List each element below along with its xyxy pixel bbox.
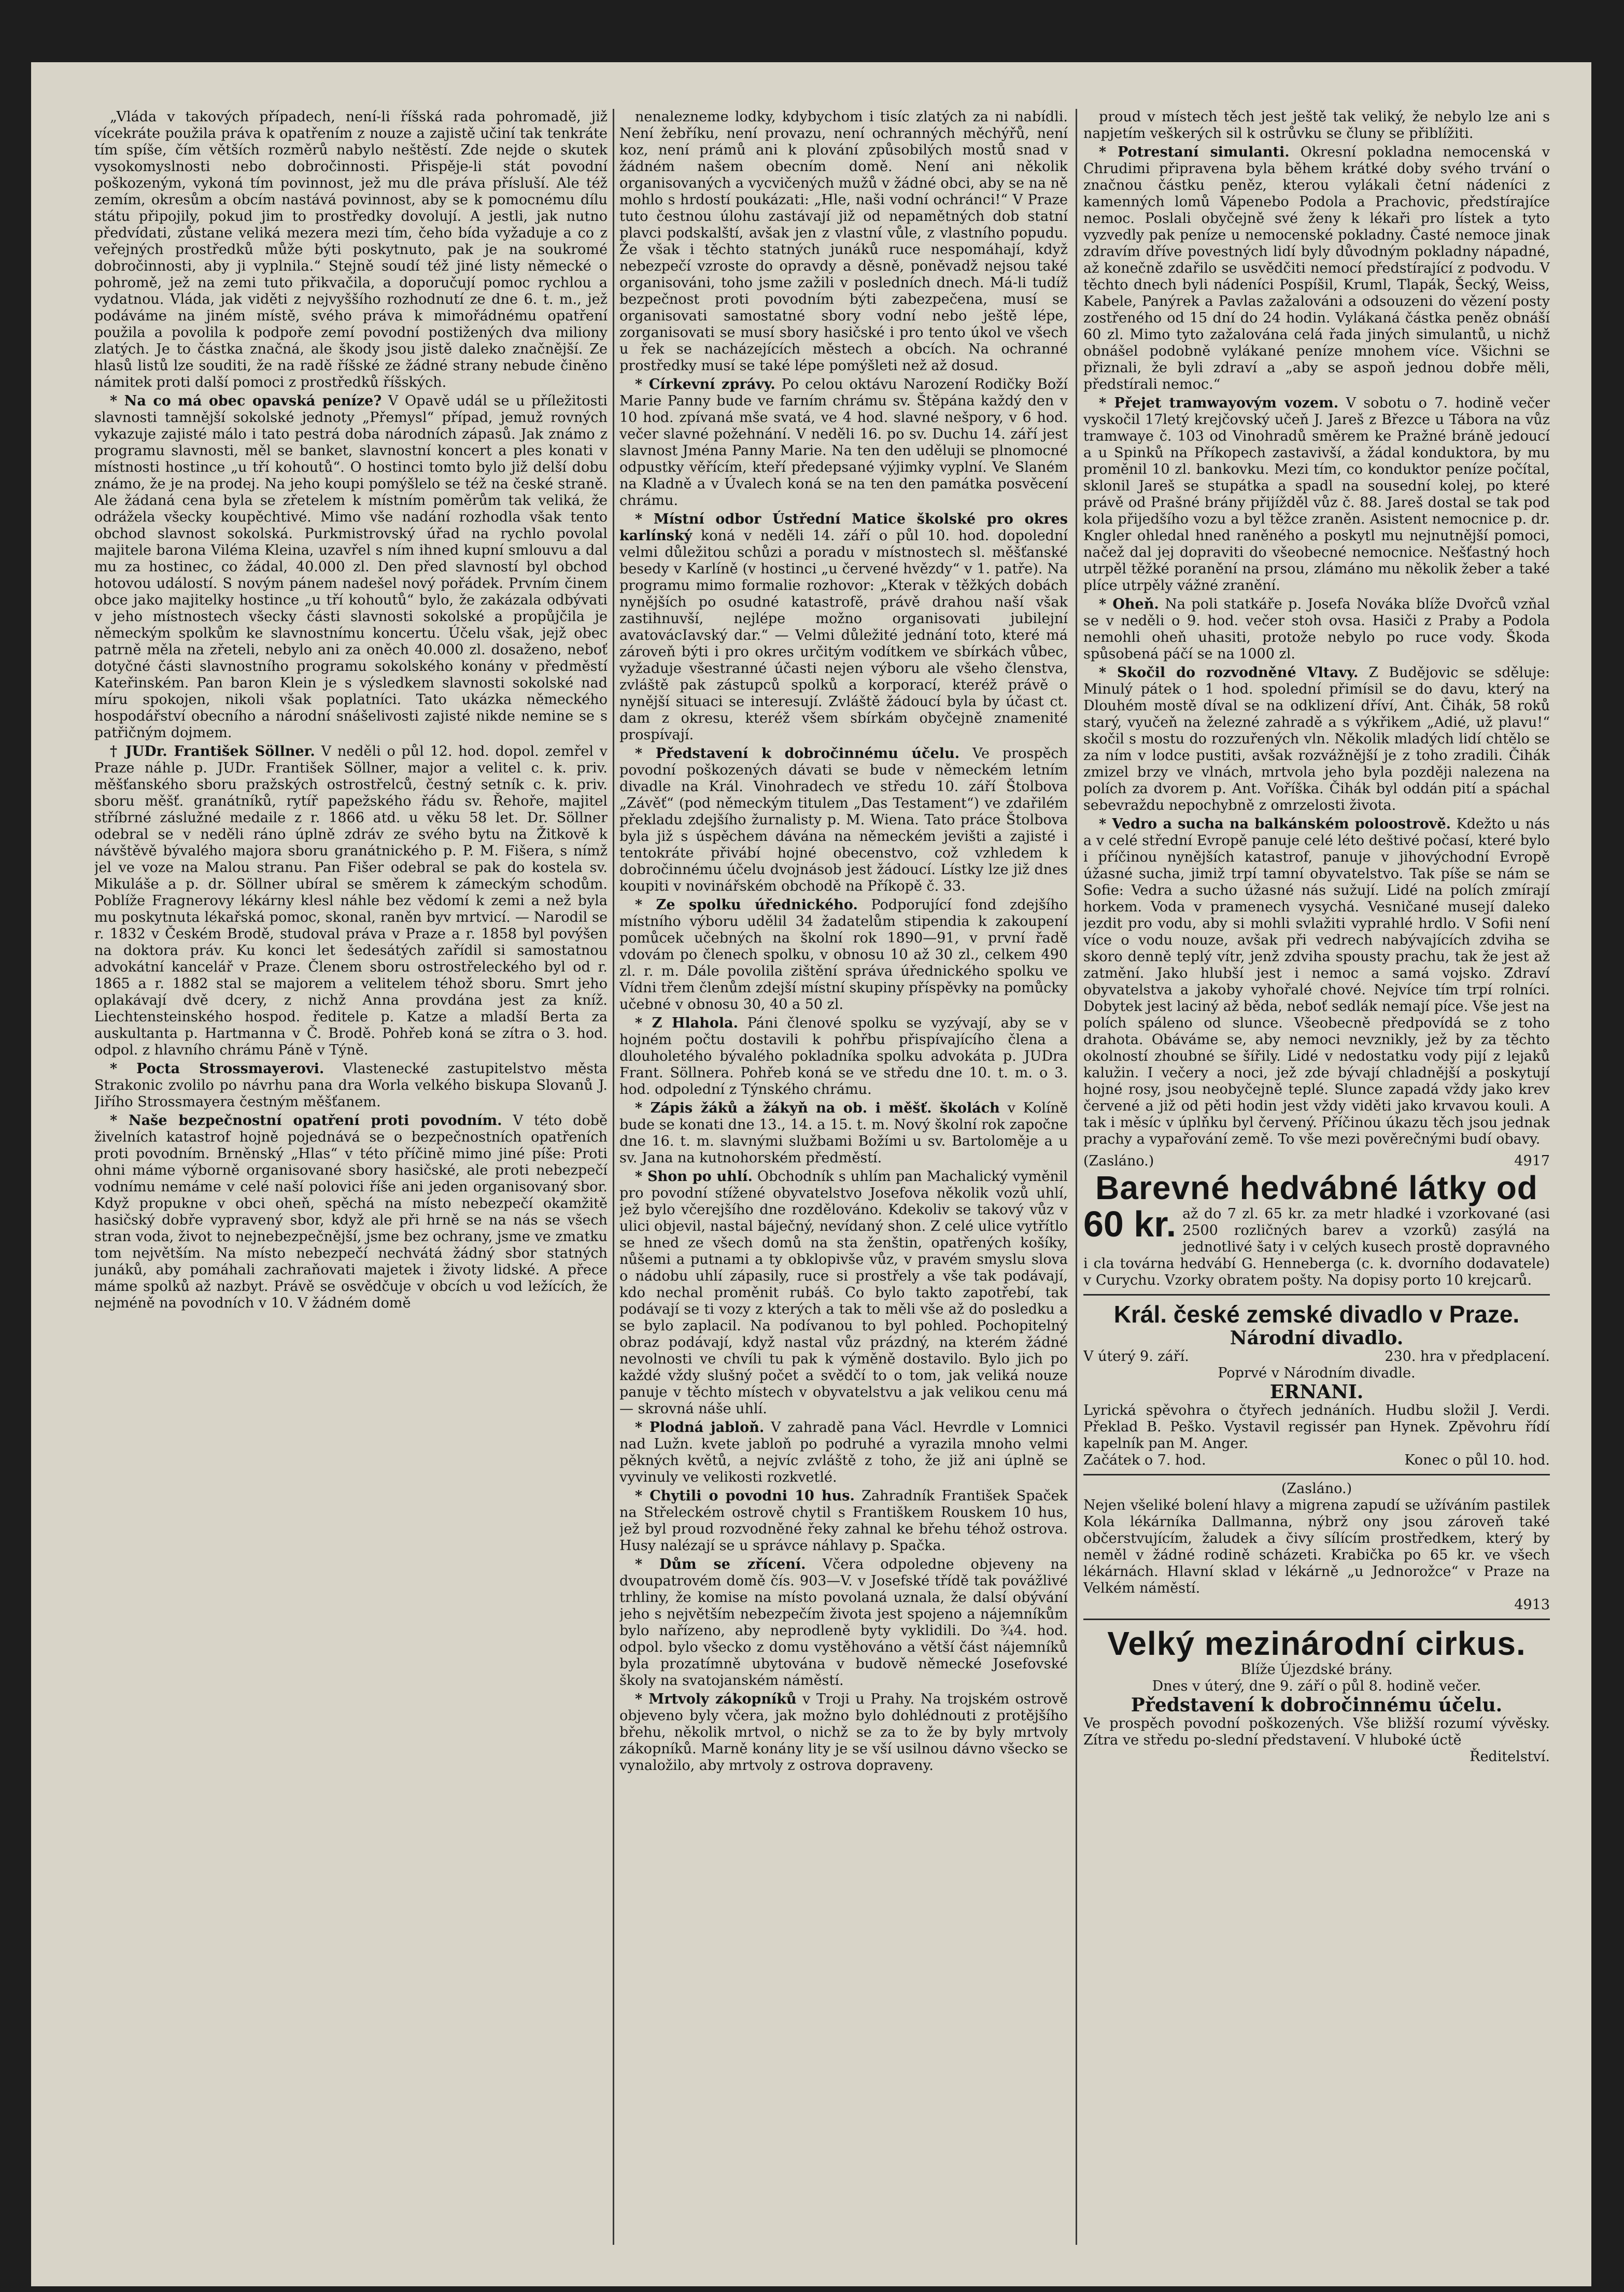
ad-theatre-premiere: Poprvé v Národním divadle. <box>1218 1365 1416 1381</box>
article-text: V Opavě udál se u příležitosti slavnosti tamnější sokolské jednoty „Přemysl“ případ, jemuž rovných vykazuje zajisté málo i tato pestrá doba národních zápasů. Jak známo z programu slavnosti, měl se banket, slavnostní koncert a ples konati v místnosti hostince „u tří kohoutů“. O hostinci tomto bylo již delší dobu známo, že je na prodej. Na jeho koupi pomýšlelo se též na české straně. Ale žádaná cena byla se zřetelem k místním poměrům tak veliká, že odrážela všecky koupěchtivé. Mimo vše nadání rozhodla však tento obchod slavnost sokolská. Purkmistrovský úřad na rychlo povolal majitele barona Viléma Kleina, uzavřel s ním ihned kupní smlouvu a dal mu za hostinec, co žádal, 40.000 zl. Den před slavností byl obchod hotovou událostí. S novým pánem nadešel nový pořádek. Prvním činem obce jako majitelky hostince „u tří kohoutů“ bylo, že zakázala odbývati v jeho místnostech všecky části slavnosti sokolské a propůjčila je německým spolkům ke slavnostnímu koncertu. Účelu však, jejž obec patrně měla na zřeteli, nebylo ani za oněch 40.000 zl. dosaženo, neboť dotyčné části slavnostního programu sokolského konány v předměstí Kateřinském. Pan baron Klein je s výsledkem slavnosti sokolské nad míru spokojen, nikoli však poplatníci. Tato ukázka německého hospodářství obecního a národní snášelivosti zajisté nikde nemine se s patřičným dojmem. <box>94 393 608 741</box>
article-text: Ve prospěch povodní poškozených dávati se bude v německém letním divadle na Král. Vinohradech ve středu 10. září Štolbova „Závěť“ (pod německým titulem „Das Testament“) ve zdařilém překladu zdejšího žurnalisty p. M. Wiena. Tato práce Štolbova byla již s úspěchem dávána na německém jevišti a zajisté i tentokráte přivábí hojné obecenstvo, což vzhledem k dobročinnému účelu dvojnásob jest žádoucí. Lístky lze již dnes koupiti v novinářském obchodě na Příkopě č. 33. <box>619 746 1068 894</box>
article-headline: * Shon po uhlí. <box>635 1169 753 1185</box>
article-text: V neděli o půl 12. hod. dopol. zemřel v Praze náhle p. JUDr. František Söllner, major a velitel c. k. priv. měšťanského sboru pražských ostrostřelců, čestný setník c. k. priv. sboru měšť. granátníků, rytíř papežského řádu sv. Řehoře, majitel stříbrné záslužné medaile z r. 1866 atd. u věku 58 let. Dr. Söllner odebral se v neděli ráno úplně zdráv ze svého bytu na Žitkově k návštěvě bývalého majora sboru granátnického p. P. M. Fišera, s nímž jel ve voze na Malou stranu. Pan Fišer odebral se pak do kostela sv. Mikuláše a p. dr. Söllner ubíral se směrem k zámeckým schodům. Poblíže Fragnerovy lékárny klesl náhle bez vědomí k zemi a než byla mu poskytnuta lékařská pomoc, skonal, raněn byv mrtvicí. — Narodil se r. 1832 v Českém Brodě, studoval práva v Praze a r. 1858 byl povýšen na doktora práv. Ku konci let šedesátých zařídil si samostatnou advokátní kancelář v Praze. Členem sboru ostrostřeleckého byl od r. 1865 a r. 1882 stal se majorem a velitelem téhož sboru. Smrt jeho oplakávají dvě dcery, z nichž Anna provdána jest za kníž. Liechtensteinského hospod. ředitele p. Katze a mladší Berta za auskultanta p. Hartmanna v Č. Brodě. Pohřeb koná se zítra o 3. hod. odpol. z hlavního chrámu Páně v Týně. <box>94 743 608 1058</box>
ad-theatre-date-row <box>1083 1348 1550 1365</box>
article-paragraph <box>94 1061 608 1110</box>
article-headline: * Mrtvoly zákopníků <box>635 1691 797 1707</box>
article-text: „Vláda v takových případech, není-li říšská rada pohromadě, již vícekráte použila práva k opatřením z nouze a zajistě učiní tak tenkráte tím spíše, čím větších rozměrů nabylo neštěstí. Zde nejde o skutek vysokomyslnosti nebo dobročinnosti. Přispěje-li stát povodní poškozeným, vykoná tím povinnost, jež mu dle práva přísluší. Ale též zemím, okresům a obcím nastává povinnost, aby se k pomocnému dílu státu připojily, pokud jim to prostředky dovolují. A jestli, jak nutno předvídati, zůstane veliká mezera mezi tím, čeho bída vyžaduje a co z veřejných prostředků může býti poskytnuto, pak je na soukromé dobročinnosti, aby ji vyplnila.“ Stejně soudí též jiné listy německé o pohromě, jež na zemi tuto přikvačila, a doporučují pomoc rychlou a vydatnou. Vláda, jak viděti z nejvyššího rozhodnutí ze dne 6. t. m., jež podáváme na jiném místě, svého práva k mimořádnému opatření použila a povolila k podpoře zemí povodní postižených dva miliony zlatých. Je to částka značná, ale škody jsou jistě daleko značnější. Ze hlasů listů lze souditi, že na radě říšské ze žádné strany nebude činěno námitek proti další pomoci z prostředků říšských. <box>94 109 608 390</box>
ad-theatre-subhead: Národní divadlo. <box>1230 1327 1404 1349</box>
article-headline: * Z Hlahola. <box>635 1015 739 1031</box>
ad-theatre <box>1083 1301 1550 1469</box>
article-headline: * Chytili o povodni 10 hus. <box>635 1488 855 1504</box>
ad-silk-body: až do 7 zl. 65 kr. za metr hladké i vzorkované (asi 2500 rozličných barev a vzorků) zasýlá na jednotlivé šaty i v celých kusech prostě dopravného i cla továrna hedvábí G. Henneberga (c. k. dvorního dodavatele) v Curychu. Vzorky obratem pošty. Na dopisy porto 10 krejcarů. <box>1083 1206 1550 1288</box>
article-headline: † JUDr. František Söllner. <box>110 743 315 760</box>
ad-silk-notice-row <box>1083 1153 1550 1170</box>
article-text: proud v místech těch jest ještě tak veliký, že nebylo lze ani s napjetím veškerých sil k ostrůvku se čluny se přiblížiti. <box>1083 109 1550 142</box>
article-text: koná v neděli 14. září o půl 10. hod. dopolední velmi důležitou schůzi a poradu v místnostech sl. měšťanské besedy v Karlíně (v hostinci „u červené hvězdy“ v 1. patře). Na programu mimo formalie rozhovor: „Kterak v těžkých dobách nynějších po osudné katastrofě, právě drahou naší však zastihnuvší, nejlépe možno organisovati jubilejní avatovácIavský dar.“ — Velmi důležité jednání toto, které má zároveň býti i pro okres určitým vodítkem ve sbírkách vůbec, vyžaduje všestranné účasti nejen výboru ale všeho členstva, zvláště pak zástupců spolků a korporací, kteréž právě o nynější situaci se interesují. Zvláště žádoucí byla by účast ct. dam z okresu, kteréž všem sbírkám obyčejně znamenité prospívají. <box>619 528 1068 743</box>
article-headline: * Přejet tramwayovým vozem. <box>1099 395 1339 411</box>
article-text: v Kolíně bude se konati dne 13., 14. a 15. t. m. Nový školní rok započne dne 16. t. m. slavnými službami Božími u sv. Bartoloměje a u sv. Jana na kutnohorském předměstí. <box>619 1100 1068 1166</box>
article-paragraph <box>94 1113 608 1312</box>
ad-theatre-times-row <box>1083 1452 1550 1469</box>
ad-theatre-description: Lyrická spěvohra o čtyřech jednáních. Hudbu složil J. Verdi. Překlad B. Peško. Vystavil regissér pan Hynek. Zpěvohru řídí kapelník pan M. Anger. <box>1083 1402 1550 1452</box>
column-divider <box>613 109 614 2245</box>
article-paragraph <box>619 1488 1068 1554</box>
article-paragraph <box>94 393 608 741</box>
article-paragraph <box>619 511 1068 743</box>
ad-circus-performance: Představení k dobročinnému účelu. <box>1131 1694 1503 1716</box>
ad-notice: (Zasláno.) <box>1083 1153 1154 1169</box>
column-right <box>1083 109 1550 2250</box>
article-text: Okresní pokladna nemocenská v Chrudimi připravena byla během krátké doby svého trvání o značnou částku peněz, kterou vylákali četní nádeníci z kamenných lomů Vápenebo Podola a Prachovic, předstírajíce nemoc. Poslali obyčejně své ženy k lékaři pro lístek a tyto vyzvedly pak peníze u nemocenské pokladny. Časté nemoce jinak zdravím dříve povestných lidí byly důvodným pokladny nápadné, až konečně zdařilo se usvědčiti nemocí předstírající z podvodu. V těchto dnech byli nádeníci Pospíšil, Kruml, Tlapák, Šecký, Weiss, Kabele, Panýrek a Pavlas zažalováni a odsouzeni do vězení posty zostřeného od 15 dní do 24 hodin. Vylákaná částka peněz obnáší 60 zl. Mimo tyto zažalována celá řada jiných simulantů, u nichž obnášel podobně vylákané peníze mnohem více. Všichni se přiznali, že byli zdraví a „aby se aspoň jednou dobře měli, předstírali nemoc.“ <box>1083 144 1550 392</box>
article-paragraph <box>619 109 1068 374</box>
ad-pastilles <box>1083 1481 1550 1613</box>
ad-circus <box>1083 1625 1550 1765</box>
ad-circus-headline: Velký mezinárodní cirkus. <box>1107 1625 1526 1662</box>
article-text: Kdežto u nás a v celé střední Evropě panuje celé léto deštivé počasí, které bylo i příčinou nynějších katastrof, panuje v jihovýchodní Evropě úžasné sucha, jimiž trpí tamní obyvatelstvo. Tak píše se nám se Sofie: Vedra a sucho úžasné nás sužují. Lidé na polích zmírají horkem. Voda v pramenech vysychá. Vesničané musejí daleko jezdit pro vodu, aby si mohli svlažiti vyprahlé hrdlo. V Sofii není více o vodu nouze, avšak při vedrech nabývajících zdviha se skoro denně teplý vítr, jenž zdviha spousty prachu, tak že jest až zatmění. Jako hlubší jest i nemoc a samá vojsko. Zdraví obyvatelstva a jakoby vyhořalé chové. Nejvíce tím trpí rolníci. Dobytek jest laciný až běda, neboť sedlák nemají píce. Vše jest na polích spáleno od slunce. Všeobecně předpovídá se z toho drahota. Obáváme se, aby nemoci nevznikly, jež by za těchto okolností zhoubné se šířily. Lidé v nedostatku vody pijí z lejaků kalužin. I večery a noci, jež zde bývají chladnější a poskytují hojné rosy, jsou neobyčejně teplé. Slunce zapadá vždy jako krev červené a již od pěti hodin jest vždy viděti jako krvavou kouli. A tak i měsíc v úplňku byl červený. Příčinou úkazu těch jsou jednak prachy a vypařování země. To vše mezi pověrečnými budí obavy. <box>1083 816 1550 1147</box>
ad-pastilles-body: Nejen všeliké bolení hlavy a migrena zapudí se užíváním pastilek Kola lékárníka Dallmanna, nýbrž ony jsou zároveň také občerstvujícím, žaludek a čivy sílícím prostředkem, který by neměl v žádné rodině scházeti. Krabička po 65 kr. ve všech lékárnách. Hlavní sklad v lékárně „u Jednorožce“ v Praze na Velkém náměstí. <box>1083 1497 1550 1596</box>
article-paragraph <box>1083 144 1550 393</box>
ad-number: 4913 <box>1514 1597 1550 1613</box>
article-paragraph <box>1083 665 1550 814</box>
ad-theatre-date: V úterý 9. září. <box>1083 1348 1189 1365</box>
ad-theatre-performance: 230. hra v předplacení. <box>1385 1348 1550 1365</box>
ad-theatre-headline: Král. české zemské divadlo v Praze. <box>1113 1301 1520 1328</box>
article-text: Obchodník s uhlím pan Machalický vyměnil pro povodní stížené obyvatelstvo Josefova několik vozů uhlí, jež bylo včerejšího dne rozdělováno. Kdekoliv se takový vůz v ulici objevil, nastal báječný, nevídaný shon. Z celé ulice vytřítlo se hned ze všech domů na sta ženštin, opatřených košíky, nůšemi a putnami a ty obklopivše vůz, v pravém smyslu slova o nádobu uhlí zápasily, ruce si prostřely a vše tak podávají, kdo nechal proměnit rubáš. Co bylo takto zapotřebí, tak podávají se ti vozy z kterých a tak to měli vše až do posledku a se bylo zaplacil. Na podívanou to byl pohled. Pochopitelný obraz podávají, když nastal vůz prázdný, na kterém žádné nevolnosti ve chvíli tu pak k výměně dostavilo. Bylo jich po každé vždy slušný počet a svědčí to o tom, jak veliká nouze panuje v těchto místech v obyvatelstvu a jak velikou cenu má — skrovná náše uhlí. <box>619 1169 1068 1417</box>
article-paragraph <box>1083 395 1550 594</box>
ad-silk-price: 60 kr. <box>1083 1204 1177 1244</box>
article-text: V sobotu o 7. hodině večer vyskočil 17letý krejčovský učeň J. Jareš z Březce u Tábora na vůz tramwaye č. 103 od Vinohradů směrem ke Pražné bráně jedoucí a u Spinků na Příkopech zastavivší, a žádal konduktora, by mu proměnil 10 zl. bankovku. Mezi tím, co konduktor peníze počítal, sklonil Jareš se stupátka a spadl na sousední kolej, po které právě od Prašné brány přijížděl vůz č. 88. Jareš dostal se tak pod kola přijedšího vozu a byl těžce zraněn. Asistent nemocnice p. dr. Kngler ohledal hned raněného a poskytl mu nejnutnější pomoci, načež dal jej dopraviti do všeobecné nemocnice. Nešťastný hoch utrpěl těžké poranění na prsou, zlámáno mu několik žeber a také plíce utrpěly vážné zranění. <box>1083 395 1550 594</box>
article-paragraph <box>619 1419 1068 1486</box>
article-text: Včera odpoledne objeveny na dvoupatrovém domě čís. 903—V. v Josefské třídě tak povážlivé trhliny, že komise na místo povolaná uznala, že dalsí obývání jeho s největším nebezpečím života jest spojeno a nájemníkům bylo nařízeno, aby neprodleně byty vyklidili. Do ¾4. hod. odpol. bylo všecko z domu vystěhováno a větší část nájemníků byla prozatímně ubytována v budově německé Josefovské školy na svatojanském náměstí. <box>619 1556 1068 1689</box>
article-headline: * Vedro a sucha na balkánském poloostrově. <box>1099 816 1451 832</box>
article-paragraph <box>1083 596 1550 663</box>
ad-circus-location: Blíže Újezdské brány. <box>1240 1662 1393 1678</box>
article-paragraph <box>619 746 1068 895</box>
ad-theatre-title: ERNANI. <box>1269 1381 1364 1403</box>
article-headline: * Skočil do rozvodněné Vltavy. <box>1099 665 1359 681</box>
article-text: Páni členové spolku se vyzývají, aby se v hojném počtu dostavili k pohřbu přispívajícího člena a dlouholetého bývalého pokladníka spolku advokáta p. JUDra Frant. Söllnera. Pohřeb koná se ve středu dne 10. t. m. o 3. hod. odpolední z Týnského chrámu. <box>619 1015 1068 1098</box>
ad-circus-schedule: Dnes v úterý, dne 9. září o půl 8. hodině večer. <box>1152 1678 1481 1694</box>
article-headline: * Naše bezpečnostní opatření proti povodním. <box>110 1113 502 1129</box>
article-headline: * Pocta Strossmayerovi. <box>110 1061 324 1077</box>
ad-number: 4917 <box>1514 1153 1550 1169</box>
article-text: V této době živelních katastrof hojně pojednává se o bezpečnostních opatřeních proti povodním. Brněnský „Hlas“ v této příčině mimo jiné píše: Proti ohni máme výborně organisované sbory hasičské, ale proti nebezpečí vodnímu nemáme v celé naší polovici říše ani jeden organisovaný sbor. Když propukne v obci oheň, spěchá na místo nebezpečí okamžitě hasičský dobře vypravený sbor, když ale při hrně se na nás se všech stran voda, život to nejnebezpečnější, jsme bez ochrany, jsme ve zmatku tom největším. Na místo nebezpečí nechvátá žádný sbor statných junáků, aby pomáhali zachraňovati majetek i životy lidské. A přece máme spolků až nazbyt. Právě se osvědčuje v obcích u vod ležících, že nejméně na povodních v 10. V žádném domě <box>94 1113 608 1311</box>
ad-silk-headline: Barevné hedvábné látky od <box>1095 1169 1538 1206</box>
column-divider <box>1076 109 1077 2245</box>
article-text: V zahradě pana Václ. Hevrdle v Lomnici nad Lužn. kvete jabloň po podruhé a vyrazila mnoho velmi pěkných květů, a nejvíc zvláště z toho, že již ani úplně se vyvinuly ve velikosti rozkvetlé. <box>619 1419 1068 1485</box>
article-text: v Troji u Prahy. Na trojském ostrově objeveno byly včera, jak možno bylo dohlédnouti z protějšího břehu, několik mrtvol, o nichž se za to že by byly mrtvoly zákopníků. Marně konány lity je se vší usilnou dávno všecko se vynaložilo, aby mrtvoly z ostrova dopraveny. <box>619 1691 1068 1774</box>
article-headline: * Plodná jabloň. <box>635 1419 765 1436</box>
article-text: Z Budějovic se sděluje: Minulý pátek o 1 hod. spolední přimísil se do davu, který na Dlouhém mostě díval se na odklizení dříví, Ant. Čihák, 58 roků starý, vyučeň na železné zahradě a s výkřikem „Adié, už plavu!“ skočil s mostu do rozzuřených vln. Několik mladých lidí chtělo se za ním v lodce pustiti, avšak rozvážnější je z toho zradili. Čihák zmizel brzy ve vlnách, mrtvola jeho byla později nalezena na polích za dvorem p. Ant. Voříška. Čihák byl oddán pití a spáchal sebevraždu nepochybně z omrzelosti života. <box>1083 665 1550 813</box>
article-headline: * Představení k dobročinnému účelu. <box>635 746 960 762</box>
article-paragraph <box>619 1691 1068 1774</box>
article-paragraph <box>619 897 1068 1013</box>
article-text: Zahradník František Spaček na Střeleckém ostrově chytil s Františkem Rouskem 10 hus, jež byl proud rozvodněné řeky zahnal ke břehu téhož ostrova. Husy nalézají se u správce náhlavy p. Spačka. <box>619 1488 1068 1554</box>
ad-theatre-start: Začátek o 7. hod. <box>1083 1452 1206 1468</box>
ad-divider <box>1083 1294 1550 1296</box>
article-headline: * Dům se zřícení. <box>635 1556 806 1572</box>
ad-notice: (Zasláno.) <box>1281 1481 1352 1497</box>
ad-circus-body: Ve prospěch povodní poškozených. Vše bližší rozumí vývěsky. Zítra ve středu po-slední představení. V hluboké úctě <box>1083 1716 1550 1748</box>
article-text: Vlastenecké zastupitelstvo města Strakonic zvolilo po návrhu pana dra Worla velkého biskupa Slovanů J. Jiřího Strossmayera čestným měšťanem. <box>94 1061 608 1110</box>
article-paragraph <box>619 1100 1068 1166</box>
column-middle <box>619 109 1068 2250</box>
ad-silk-fabrics <box>1083 1153 1550 1289</box>
article-paragraph <box>619 1169 1068 1417</box>
ad-theatre-end: Konec o půl 10. hod. <box>1404 1452 1550 1468</box>
ad-divider <box>1083 1474 1550 1475</box>
article-paragraph <box>1083 109 1550 142</box>
article-headline: * Zápis žáků a žákyň na ob. i měšť. školách <box>635 1100 1000 1116</box>
article-paragraph <box>94 743 608 1059</box>
article-paragraph <box>94 109 608 391</box>
article-text: nenalezneme lodky, kdybychom i tisíc zlatých za ni nabídli. Není žebříku, není provazu, není ochranných měchýřů, není koz, není prámů ani k plování způsobilých mostů snad v žádném našem obecním domě. Není ani několik organisovaných a vycvičených mužů v žádné obci, aby se na ně mohlo s hrdostí poukázati: „Hle, naši vodní ochránci!“ V Praze tuto čestnou úlohu zastávají již od nepamětných dob statní plavci podskalští, avšak jen z vlastní vůle, z vlastního popudu. Že však i těchto statných junáků ruce nespomáhají, když nebezpečí vzroste do opravdy a děsně, poněvadž nejsou také organisováni, toho jsme zažili v posledních dnech. Má-li tudíž bezpečnost proti povodním býti zabezpečena, musí se organisovati samostatné sbory vodní nebo ještě lépe, zorganisovati se musí sbory hasičské i pro tento úkol ve všech u řek se nacházejících městech a obcích. Na ochranné prostředky musí se také lépe pomýšleti než až dosud. <box>619 109 1068 374</box>
article-text: Na poli statkáře p. Josefa Nováka blíže Dvořců vzňal se v neděli o 9. hod. večer stoh ovsa. Hasiči z Praby a Podola nemohli oheň uhasiti, protože nebylo po ruce vody. Škoda spůsobená páčí se na 1000 zl. <box>1083 596 1550 662</box>
column-left <box>94 109 608 2250</box>
ad-divider <box>1083 1619 1550 1620</box>
ad-silk-body-row <box>1083 1206 1550 1289</box>
article-headline: * Ze spolku úřednického. <box>635 897 858 913</box>
article-headline: * Církevní zprávy. <box>635 376 775 392</box>
article-paragraph <box>619 1556 1068 1689</box>
article-text: Podporující fond zdejšího místního výboru udělil 34 žadatelům stipendia k zakoupení pomůcek učebných na školní rok 1890—91, v první řadě vdovám po členech spolku, v obnosu 10 až 30 zl., celkem 490 zl. r. m. Dále povolila zištění správa úřednického spolku ve Vídni třem členům zdejší místní skupiny příspěvky na pomůcky učebné v obnosu 30, 40 a 50 zl. <box>619 897 1068 1013</box>
article-text: Po celou oktávu Narození Rodičky Boží Marie Panny bude ve farním chrámu sv. Štěpána každý den v 10 hod. zpívaná mše svatá, ve 4 hod. slavné nešpory, v 6 hod. večer slavné požehnání. V neděli 16. po sv. Duchu 14. září jest slavnost Jména Panny Marie. Na ten den uděluji se plnomocné odpustky věřícím, kteří předepsané výjimky vyplní. Ve Slaném na Kladně a v Úvalech koná se na ten den památka posvěcení chrámu. <box>619 376 1068 509</box>
article-headline: * Oheň. <box>1099 596 1159 612</box>
article-headline: * Místní odbor Ústřední Matice školské pro okres karlínský <box>619 511 1068 544</box>
article-paragraph <box>1083 816 1550 1148</box>
article-paragraph <box>619 376 1068 509</box>
article-paragraph <box>619 1015 1068 1098</box>
article-headline: * Potrestaní simulanti. <box>1099 144 1290 160</box>
ad-circus-signature: Ředitelství. <box>1470 1749 1550 1765</box>
article-headline: * Na co má obec opavská peníze? <box>110 393 382 409</box>
